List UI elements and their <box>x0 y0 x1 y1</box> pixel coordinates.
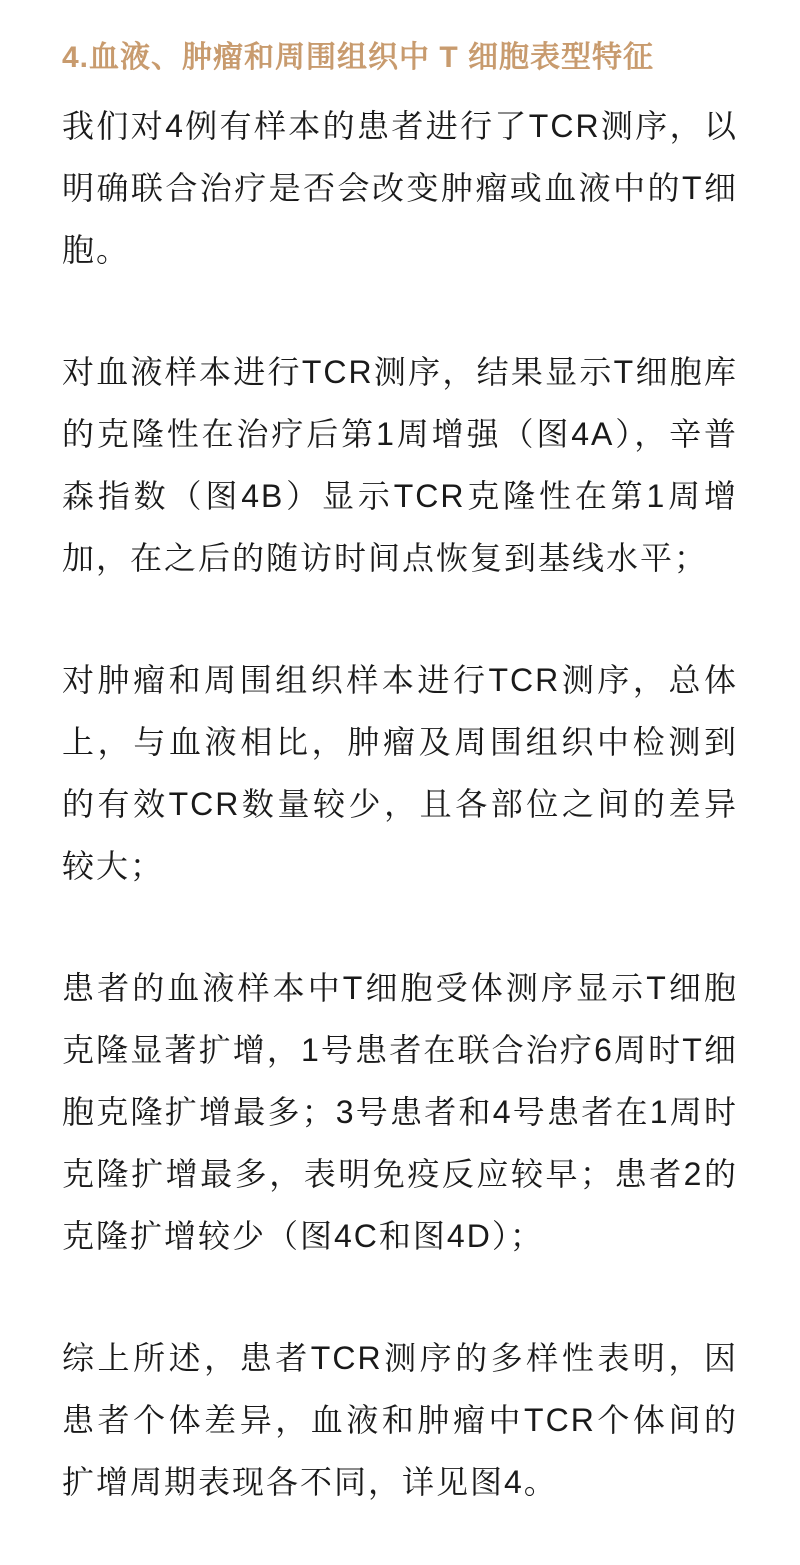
paragraph-intro: 我们对4例有样本的患者进行了TCR测序，以明确联合治疗是否会改变肿瘤或血液中的T细胞。 <box>62 108 738 268</box>
paragraph-summary: 综上所述，患者TCR测序的多样性表明，因患者个体差异，血液和肿瘤中TCR个体间的扩增周期表现各不同，详见图4。 <box>62 1340 738 1500</box>
paragraph-blood-tcr: 对血液样本进行TCR测序，结果显示T细胞库的克隆性在治疗后第1周增强（图4A），辛普森指数（图4B）显示TCR克隆性在第1周增加，在之后的随访时间点恢复到基线水平； <box>62 354 738 576</box>
paragraph-tumor-tissue-tcr: 对肿瘤和周围组织样本进行TCR测序，总体上，与血液相比，肿瘤及周围组织中检测到的有效TCR数量较少，且各部位之间的差异较大； <box>62 662 738 884</box>
section-heading: 4.血液、肿瘤和周围组织中 T 细胞表型特征 <box>62 41 655 74</box>
paragraph-clone-expansion: 患者的血液样本中T细胞受体测序显示T细胞克隆显著扩增，1号患者在联合治疗6周时T细胞克隆扩增最多；3号患者和4号患者在1周时克隆扩增最多，表明免疫反应较早；患者2的克隆扩增较少（图4C和图4D）； <box>62 970 738 1254</box>
